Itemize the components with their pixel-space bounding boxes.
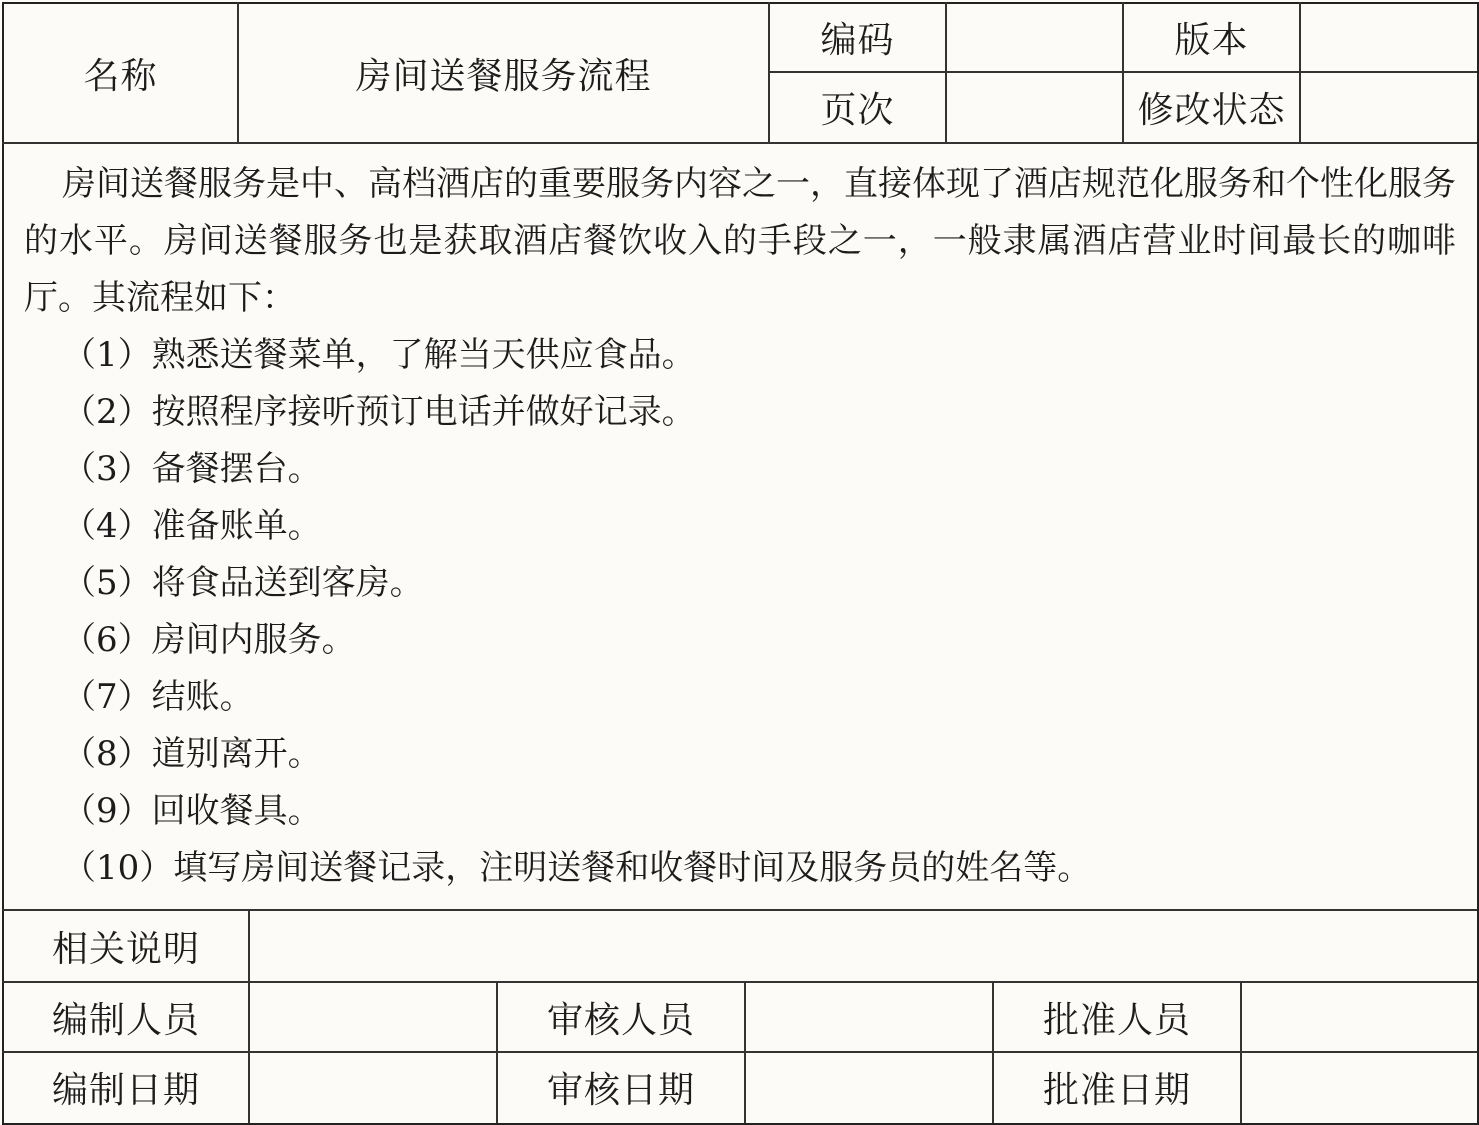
page-value <box>947 73 1122 142</box>
procedure-content <box>24 156 1456 897</box>
notes-label: 相关说明 <box>51 928 200 970</box>
approved-by-label: 批准人员 <box>1042 999 1191 1041</box>
page-label: 页次 <box>820 90 895 131</box>
revision-value <box>1301 73 1475 142</box>
document-title: 房间送餐服务流程 <box>355 55 652 97</box>
footer-divider-3 <box>744 981 746 1123</box>
header-bottom-rule <box>2 142 1477 144</box>
reviewed-date-label: 审核日期 <box>546 1069 695 1111</box>
step-item: （2）按照程序接听预订电话并做好记录。 <box>62 392 696 432</box>
step-item: （1）熟悉送餐菜单，了解当天供应食品。 <box>62 335 696 375</box>
step-item: （5）将食品送到客房。 <box>62 563 424 603</box>
step-item: （9）回收餐具。 <box>62 791 322 831</box>
code-label: 编码 <box>820 20 895 61</box>
step-item: （3）备餐摆台。 <box>62 449 322 489</box>
version-label: 版本 <box>1174 20 1249 61</box>
code-value <box>947 4 1122 71</box>
step-item: （7）结账。 <box>62 677 254 717</box>
revision-label: 修改状态 <box>1137 90 1286 131</box>
step-item: （8）道别离开。 <box>62 734 322 774</box>
intro-paragraph: 房间送餐服务是中、高档酒店的重要服务内容之一，直接体现了酒店规范化服务和个性化服务的水平。房间送餐服务也是获取酒店餐饮收入的手段之一，一般隶属酒店营业时间最长的咖啡厅。其流程如下： <box>24 164 1456 318</box>
footer-divider-5 <box>1240 981 1242 1123</box>
notes-value <box>250 911 1475 981</box>
step-item: （4）准备账单。 <box>62 506 322 546</box>
reviewed-by-label: 审核人员 <box>546 999 695 1041</box>
prepared-date-label: 编制日期 <box>51 1069 200 1111</box>
prepared-by-label: 编制人员 <box>51 999 200 1041</box>
approved-date-label: 批准日期 <box>1042 1069 1191 1111</box>
version-value <box>1301 4 1475 71</box>
step-item: （6）房间内服务。 <box>62 620 356 660</box>
step-item: （10）填写房间送餐记录，注明送餐和收餐时间及服务员的姓名等。 <box>62 848 1092 888</box>
name-label: 名称 <box>83 55 158 97</box>
